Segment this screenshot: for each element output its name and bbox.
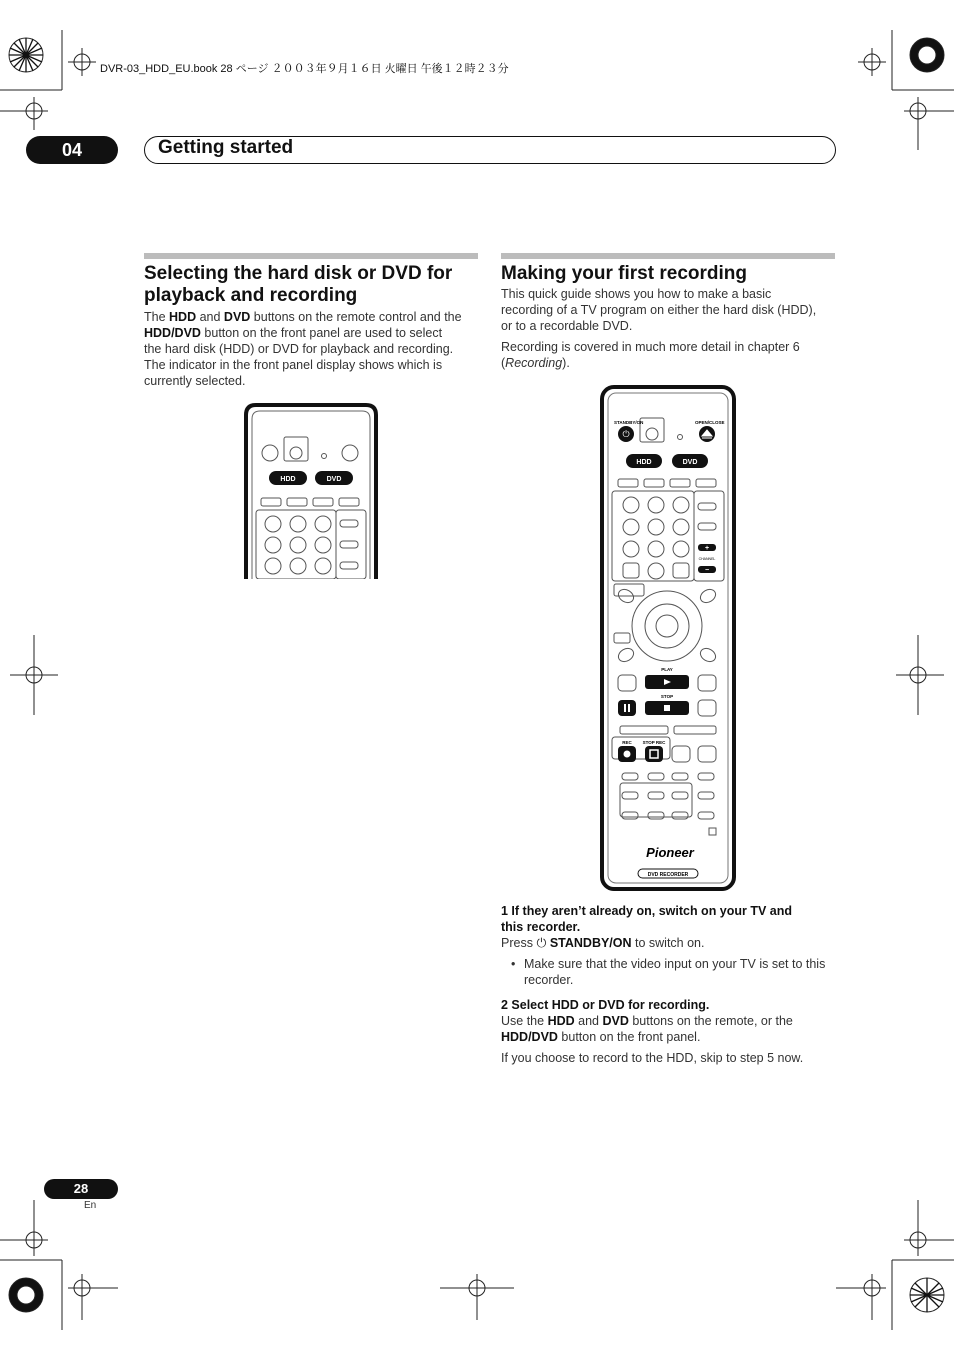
left-paragraph-line: HDD/DVD button on the front panel are used to select	[144, 326, 443, 340]
power-icon: ⏻	[622, 429, 630, 439]
step-1-title-line2: this recorder.	[501, 920, 581, 934]
hdd-label: HDD	[636, 459, 652, 466]
step-2-skip-note: If you choose to record to the HDD, skip to step 5 now.	[501, 1051, 804, 1065]
step-1-title-line1: 1 If they aren’t already on, switch on your TV and	[501, 904, 793, 918]
bullet-line1: Make sure that the video input on your TV is set to this	[524, 957, 826, 971]
open-close-label: OPEN/CLOSE	[695, 420, 725, 425]
recording-chapter-link: Recording	[505, 356, 563, 370]
left-section-title	[144, 263, 484, 307]
channel-label: CHANNEL	[698, 557, 716, 561]
left-section-paragraph	[144, 309, 484, 389]
stop-rec-label: STOP REC	[642, 740, 666, 745]
right-section-rule	[501, 253, 835, 259]
step-2-line1: Use the HDD and DVD buttons on the remote, or the	[501, 1014, 793, 1028]
page-number: 28	[44, 1179, 118, 1199]
recording-note-line1: Recording is covered in much more detail in chapter 6	[501, 340, 800, 354]
pause-button	[618, 700, 636, 716]
brand-logo: Pioneer	[646, 845, 694, 860]
hdd-button-label: HDD	[280, 476, 296, 483]
play-label: PLAY	[661, 667, 673, 672]
step-2-line2: HDD/DVD button on the front panel.	[501, 1030, 701, 1044]
steps	[501, 903, 846, 1066]
stop-rec-button	[645, 746, 663, 762]
left-paragraph-line: the hard disk (HDD) or DVD for playback and recording.	[144, 342, 454, 356]
chapter-title: Getting started	[158, 137, 294, 158]
step-1-instruction: Press ⏻ STANDBY/ON to switch on.	[501, 936, 705, 950]
svg-text:−: −	[704, 567, 710, 574]
recording-note-line2: (Recording).	[501, 356, 570, 370]
left-paragraph-line: The indicator in the front panel display shows which is	[144, 358, 443, 372]
left-section-rule	[144, 253, 478, 259]
intro-line-2: recording of a TV program on either the hard disk (HDD),	[501, 303, 817, 317]
left-paragraph-line: The HDD and DVD buttons on the remote control and the	[144, 310, 462, 324]
dvd-button-label: DVD	[326, 476, 342, 483]
remote-control-illustration	[600, 385, 736, 891]
page-language: En	[84, 1200, 97, 1211]
standby-on-label: STANDBY/ON	[549, 936, 632, 950]
step-2-title: 2 Select HDD or DVD for recording.	[501, 998, 710, 1012]
intro-line-1: This quick guide shows you how to make a basic	[501, 287, 772, 301]
model-label: DVD RECORDER	[647, 872, 689, 878]
chapter-number-badge: 04	[26, 136, 118, 164]
rec-label: REC	[622, 740, 632, 745]
standby-label: STANDBY/ON	[614, 420, 644, 425]
right-intro	[501, 286, 841, 371]
print-header: DVR-03_HDD_EU.book 28 ページ ２００３年９月１６日 火曜日 午後１２時２３分	[100, 63, 509, 75]
remote-control-partial-illustration	[244, 403, 380, 579]
bullet-line2: recorder.	[524, 973, 574, 987]
right-section-title: Making your first recording	[501, 263, 747, 284]
left-paragraph-line: currently selected.	[144, 374, 246, 388]
svg-text:+: +	[704, 545, 710, 552]
dvd-label: DVD	[682, 459, 698, 466]
left-title-line2: playback and recording	[144, 285, 358, 306]
step-1-bullet: • Make sure that the video input on your TV is set to this recorder.	[511, 957, 826, 987]
power-symbol-icon: ⏻	[536, 936, 547, 950]
stop-label: STOP	[660, 694, 674, 699]
intro-line-3: or to a recordable DVD.	[501, 319, 633, 333]
left-title-line1: Selecting the hard disk or DVD for	[144, 263, 453, 284]
